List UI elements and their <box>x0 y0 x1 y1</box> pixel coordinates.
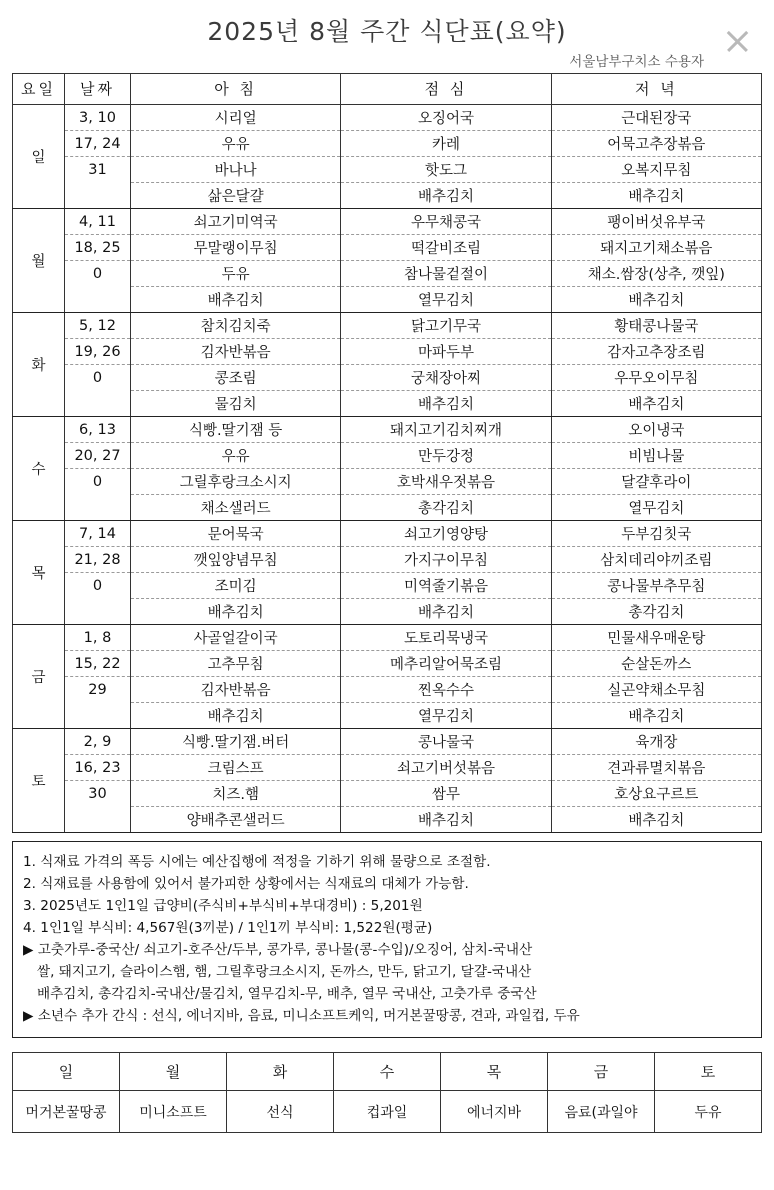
table-row <box>13 547 762 573</box>
date-cell <box>65 495 131 521</box>
table-row <box>13 495 762 521</box>
date-cell: 4, 11 <box>65 209 131 235</box>
snack-cell: 컵과일 <box>334 1091 441 1133</box>
breakfast-item: 우유 <box>131 443 341 469</box>
table-row <box>13 677 762 703</box>
note-line: 쌀, 돼지고기, 슬라이스햄, 햄, 그릴후랑크소시지, 돈까스, 만두, 닭고기, 달걀-국내산 <box>37 964 532 981</box>
dinner-item: 채소.쌈장(상추, 깻잎) <box>551 261 761 287</box>
date-cell <box>65 391 131 417</box>
snack-cell: 음료(과일야 <box>548 1091 655 1133</box>
snack-value-row <box>13 1091 762 1133</box>
lunch-item: 쇠고기버섯볶음 <box>341 755 551 781</box>
column-header-dinner: 저 녁 <box>551 74 761 105</box>
day-label: 화 <box>13 313 65 417</box>
lunch-item: 메추리알어묵조림 <box>341 651 551 677</box>
note-line: 3. 2025년도 1인1일 급양비(주식비+부식비+부대경비) : 5,201원 <box>23 898 423 915</box>
date-cell: 2, 9 <box>65 729 131 755</box>
table-row <box>13 781 762 807</box>
column-header-lunch: 점 심 <box>341 74 551 105</box>
snack-column-header: 일 <box>13 1053 120 1091</box>
menu-table-container <box>0 73 774 833</box>
dinner-item: 오이냉국 <box>551 417 761 443</box>
day-label: 토 <box>13 729 65 833</box>
snack-column-header: 목 <box>441 1053 548 1091</box>
table-row <box>13 573 762 599</box>
table-row <box>13 105 762 131</box>
dinner-item: 실곤약채소무침 <box>551 677 761 703</box>
date-cell: 0 <box>65 261 131 287</box>
breakfast-item: 식빵.딸기잼 등 <box>131 417 341 443</box>
date-cell: 29 <box>65 677 131 703</box>
table-row <box>13 391 762 417</box>
dinner-item: 어묵고추장볶음 <box>551 131 761 157</box>
breakfast-item: 시리얼 <box>131 105 341 131</box>
lunch-item: 핫도그 <box>341 157 551 183</box>
breakfast-item: 삶은달걀 <box>131 183 341 209</box>
dinner-item: 콩나물부추무침 <box>551 573 761 599</box>
snack-cell: 선식 <box>227 1091 334 1133</box>
date-cell <box>65 703 131 729</box>
day-label: 일 <box>13 105 65 209</box>
date-cell: 20, 27 <box>65 443 131 469</box>
lunch-item: 배추김치 <box>341 807 551 833</box>
table-row <box>13 313 762 339</box>
snack-column-header: 금 <box>548 1053 655 1091</box>
note-line: 1. 식재료 가격의 폭등 시에는 예산집행에 적정을 기하기 위해 물량으로 조절함. <box>23 854 491 870</box>
note-line: 4. 1인1일 부식비: 4,567원(3끼분) / 1인1끼 부식비: 1,522원(평균) <box>23 920 433 937</box>
dinner-item: 배추김치 <box>551 703 761 729</box>
table-header-row <box>13 74 762 105</box>
table-row <box>13 365 762 391</box>
date-cell: 6, 13 <box>65 417 131 443</box>
lunch-item: 오징어국 <box>341 105 551 131</box>
dinner-item: 민물새우매운탕 <box>551 625 761 651</box>
date-cell: 31 <box>65 157 131 183</box>
breakfast-item: 양배추콘샐러드 <box>131 807 341 833</box>
close-icon[interactable] <box>722 26 752 56</box>
breakfast-item: 배추김치 <box>131 599 341 625</box>
lunch-item: 열무김치 <box>341 703 551 729</box>
breakfast-item: 채소샐러드 <box>131 495 341 521</box>
table-row <box>13 209 762 235</box>
table-row <box>13 703 762 729</box>
breakfast-item: 그릴후랑크소시지 <box>131 469 341 495</box>
snack-column-header: 수 <box>334 1053 441 1091</box>
date-cell: 7, 14 <box>65 521 131 547</box>
snack-cell: 머거본꿀땅콩 <box>13 1091 120 1133</box>
date-cell <box>65 287 131 313</box>
table-row <box>13 157 762 183</box>
lunch-item: 배추김치 <box>341 183 551 209</box>
lunch-item: 우무채콩국 <box>341 209 551 235</box>
lunch-item: 돼지고기김치찌개 <box>341 417 551 443</box>
date-cell: 0 <box>65 469 131 495</box>
table-row <box>13 287 762 313</box>
snack-cell: 미니소프트 <box>120 1091 227 1133</box>
table-row <box>13 521 762 547</box>
breakfast-item: 참치김치죽 <box>131 313 341 339</box>
date-cell: 16, 23 <box>65 755 131 781</box>
dinner-item: 배추김치 <box>551 807 761 833</box>
lunch-item: 호박새우젓볶음 <box>341 469 551 495</box>
table-row <box>13 755 762 781</box>
table-row <box>13 261 762 287</box>
lunch-item: 마파두부 <box>341 339 551 365</box>
snack-header-row <box>13 1053 762 1091</box>
dinner-item: 감자고추장조림 <box>551 339 761 365</box>
date-cell: 0 <box>65 365 131 391</box>
lunch-item: 열무김치 <box>341 287 551 313</box>
lunch-item: 콩나물국 <box>341 729 551 755</box>
dinner-item: 근대된장국 <box>551 105 761 131</box>
date-cell: 0 <box>65 573 131 599</box>
lunch-item: 쌈무 <box>341 781 551 807</box>
day-label: 월 <box>13 209 65 313</box>
dinner-item: 비빔나물 <box>551 443 761 469</box>
menu-table-body <box>13 105 762 833</box>
table-row <box>13 131 762 157</box>
dinner-item: 배추김치 <box>551 287 761 313</box>
lunch-item: 카레 <box>341 131 551 157</box>
date-cell: 1, 8 <box>65 625 131 651</box>
document-subtitle: 서울남부구치소 수용자 <box>569 54 704 70</box>
dinner-item: 총각김치 <box>551 599 761 625</box>
dinner-item: 호상요구르트 <box>551 781 761 807</box>
dinner-item: 견과류멸치볶음 <box>551 755 761 781</box>
breakfast-item: 사골얼갈이국 <box>131 625 341 651</box>
table-row <box>13 807 762 833</box>
breakfast-item: 무말랭이무침 <box>131 235 341 261</box>
breakfast-item: 식빵.딸기잼.버터 <box>131 729 341 755</box>
lunch-item: 닭고기무국 <box>341 313 551 339</box>
date-cell: 18, 25 <box>65 235 131 261</box>
note-line: 배추김치, 총각김치-국내산/물김치, 열무김치-무, 배추, 열무 국내산, 고춧가루 중국산 <box>37 986 537 1003</box>
lunch-item: 참나물겉절이 <box>341 261 551 287</box>
dinner-item: 황태콩나물국 <box>551 313 761 339</box>
breakfast-item: 바나나 <box>131 157 341 183</box>
snack-table <box>12 1052 762 1133</box>
lunch-item: 만두강정 <box>341 443 551 469</box>
lunch-item: 총각김치 <box>341 495 551 521</box>
breakfast-item: 쇠고기미역국 <box>131 209 341 235</box>
snack-cell: 두유 <box>655 1091 762 1133</box>
dinner-item: 달걀후라이 <box>551 469 761 495</box>
table-row <box>13 625 762 651</box>
lunch-item: 가지구이무침 <box>341 547 551 573</box>
dinner-item: 배추김치 <box>551 391 761 417</box>
lunch-item: 배추김치 <box>341 599 551 625</box>
note-line: 2. 식재료를 사용함에 있어서 불가피한 상황에서는 식재료의 대체가 가능함. <box>23 876 469 893</box>
dinner-item: 삼치데리야끼조림 <box>551 547 761 573</box>
notes-box <box>12 841 762 1038</box>
lunch-item: 떡갈비조림 <box>341 235 551 261</box>
dinner-item: 오복지무침 <box>551 157 761 183</box>
lunch-item: 배추김치 <box>341 391 551 417</box>
lunch-item: 미역줄기볶음 <box>341 573 551 599</box>
note-line: ▶ 소년수 추가 간식 : 선식, 에너지바, 음료, 미니소프트케익, 머거본꿀땅콩, 견과, 과일컵, 두유 <box>23 1008 580 1025</box>
column-header-day: 요일 <box>13 74 65 105</box>
date-cell: 30 <box>65 781 131 807</box>
note-line: ▶ 고춧가루-중국산/ 쇠고기-호주산/두부, 콩가루, 콩나물(콩-수입)/오징어, 삼치-국내산 <box>23 942 533 959</box>
dinner-item: 순살돈까스 <box>551 651 761 677</box>
date-cell <box>65 599 131 625</box>
breakfast-item: 문어묵국 <box>131 521 341 547</box>
lunch-item: 도토리묵냉국 <box>341 625 551 651</box>
date-cell: 17, 24 <box>65 131 131 157</box>
table-row <box>13 417 762 443</box>
page-title: 2025년 8월 주간 식단표(요약) <box>207 17 567 46</box>
snack-cell: 에너지바 <box>441 1091 548 1133</box>
breakfast-item: 깻잎양념무침 <box>131 547 341 573</box>
day-label: 수 <box>13 417 65 521</box>
dinner-item: 열무김치 <box>551 495 761 521</box>
breakfast-item: 김자반볶음 <box>131 677 341 703</box>
breakfast-item: 크림스프 <box>131 755 341 781</box>
lunch-item: 찐옥수수 <box>341 677 551 703</box>
table-row <box>13 599 762 625</box>
snack-column-header: 토 <box>655 1053 762 1091</box>
breakfast-item: 조미김 <box>131 573 341 599</box>
breakfast-item: 두유 <box>131 261 341 287</box>
breakfast-item: 우유 <box>131 131 341 157</box>
dinner-item: 팽이버섯유부국 <box>551 209 761 235</box>
table-row <box>13 729 762 755</box>
dinner-item: 배추김치 <box>551 183 761 209</box>
day-label: 금 <box>13 625 65 729</box>
breakfast-item: 김자반볶음 <box>131 339 341 365</box>
date-cell: 21, 28 <box>65 547 131 573</box>
breakfast-item: 배추김치 <box>131 287 341 313</box>
dinner-item: 우무오이무침 <box>551 365 761 391</box>
date-cell: 19, 26 <box>65 339 131 365</box>
date-cell: 5, 12 <box>65 313 131 339</box>
table-row <box>13 651 762 677</box>
snack-table-container <box>0 1038 774 1143</box>
dinner-item: 육개장 <box>551 729 761 755</box>
table-row <box>13 339 762 365</box>
table-row <box>13 235 762 261</box>
date-cell <box>65 183 131 209</box>
dinner-item: 두부김칫국 <box>551 521 761 547</box>
breakfast-item: 치즈.햄 <box>131 781 341 807</box>
breakfast-item: 물김치 <box>131 391 341 417</box>
dinner-item: 돼지고기채소볶음 <box>551 235 761 261</box>
date-cell: 15, 22 <box>65 651 131 677</box>
lunch-item: 궁채장아찌 <box>341 365 551 391</box>
column-header-date: 날짜 <box>65 74 131 105</box>
date-cell <box>65 807 131 833</box>
snack-column-header: 월 <box>120 1053 227 1091</box>
breakfast-item: 고추무침 <box>131 651 341 677</box>
table-row <box>13 183 762 209</box>
lunch-item: 쇠고기영양탕 <box>341 521 551 547</box>
column-header-breakfast: 아 침 <box>131 74 341 105</box>
weekly-menu-table <box>12 73 762 833</box>
breakfast-item: 콩조림 <box>131 365 341 391</box>
snack-column-header: 화 <box>227 1053 334 1091</box>
day-label: 목 <box>13 521 65 625</box>
breakfast-item: 배추김치 <box>131 703 341 729</box>
table-row <box>13 443 762 469</box>
table-row <box>13 469 762 495</box>
date-cell: 3, 10 <box>65 105 131 131</box>
